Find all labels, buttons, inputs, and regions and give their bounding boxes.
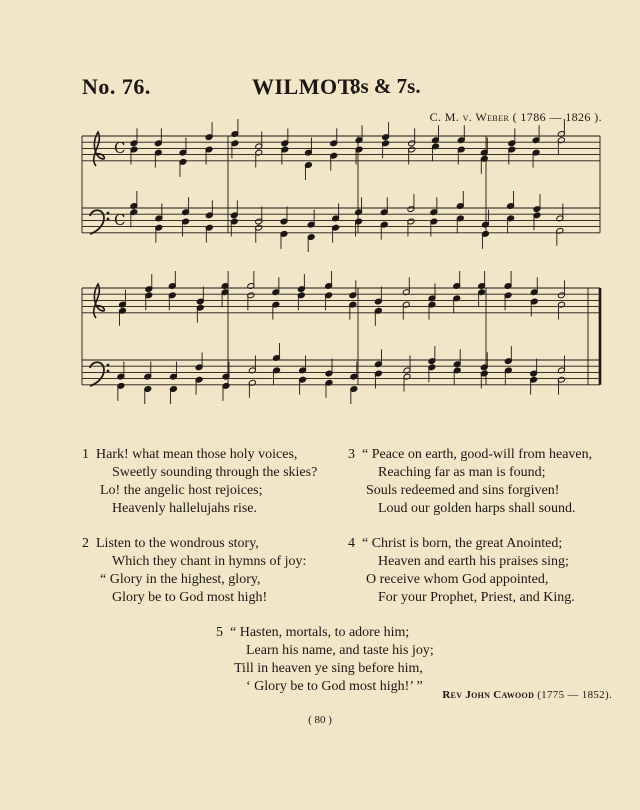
page-number: ( 80 ): [308, 714, 332, 726]
author-name: Rev John Cawood: [442, 689, 535, 701]
verse-line: Heaven and earth his praises sing;: [378, 554, 569, 569]
author-dates: (1775 — 1852).: [537, 689, 612, 701]
composer-name: C. M. v. Weber: [429, 110, 510, 124]
verse-line: Loud our golden harps shall sound.: [378, 501, 576, 516]
verse-line: Learn his name, and taste his joy;: [246, 643, 434, 658]
verse-number: 2: [82, 536, 89, 551]
verse-line: “ Christ is born, the great Anointed;: [362, 536, 563, 551]
verse-number: 1: [82, 447, 89, 462]
bass-clef-dot: [107, 370, 110, 373]
author-credit: [442, 689, 612, 701]
composer-dates: ( 1786 — 1826 ).: [512, 110, 602, 124]
hymn-title: WILMOT.: [252, 74, 358, 99]
verse-line: Hark! what mean those holy voices,: [96, 447, 298, 462]
bass-clef-dot: [107, 218, 110, 221]
verse-2: [82, 535, 306, 607]
verse-4: [348, 535, 575, 607]
common-time-icon: C: [114, 139, 126, 157]
verse-line: O receive whom God appointed,: [366, 572, 549, 587]
verse-line: Lo! the angelic host rejoices;: [100, 483, 263, 498]
verse-line: Listen to the wondrous story,: [96, 536, 259, 551]
verse-line: Glory be to God most high!: [112, 590, 268, 605]
common-time-icon: C: [114, 211, 126, 229]
verse-line: Souls redeemed and sins forgiven!: [366, 483, 560, 498]
verse-line: For your Prophet, Priest, and King.: [378, 590, 575, 605]
verse-line: Heavenly hallelujahs rise.: [112, 501, 258, 516]
bass-clef-dot: [107, 364, 110, 367]
verse-line: Which they chant in hymns of joy:: [112, 554, 307, 569]
verse-line: “ Hasten, mortals, to adore him;: [230, 625, 410, 640]
verse-5: [216, 624, 434, 696]
verse-3: [348, 446, 592, 518]
verse-line: Till in heaven ye sing before him,: [234, 661, 423, 676]
bass-clef-dot: [107, 212, 110, 215]
hymn-number: No. 76.: [82, 74, 151, 99]
verse-1: [82, 446, 317, 518]
verse-line: Sweetly sounding through the skies?: [112, 465, 318, 480]
music-score: [78, 118, 608, 424]
verse-number: 5: [216, 625, 223, 640]
verse-line: Reaching far as man is found;: [378, 465, 546, 480]
verse-number: 4: [348, 536, 355, 551]
verse-number: 3: [348, 447, 355, 462]
hymn-meter: 8s & 7s.: [350, 74, 421, 98]
verse-line: ‘ Glory be to God most high!’ ”: [246, 679, 423, 694]
verse-line: “ Glory in the highest, glory,: [100, 572, 261, 587]
verse-line: “ Peace on earth, good-will from heaven,: [362, 447, 593, 462]
